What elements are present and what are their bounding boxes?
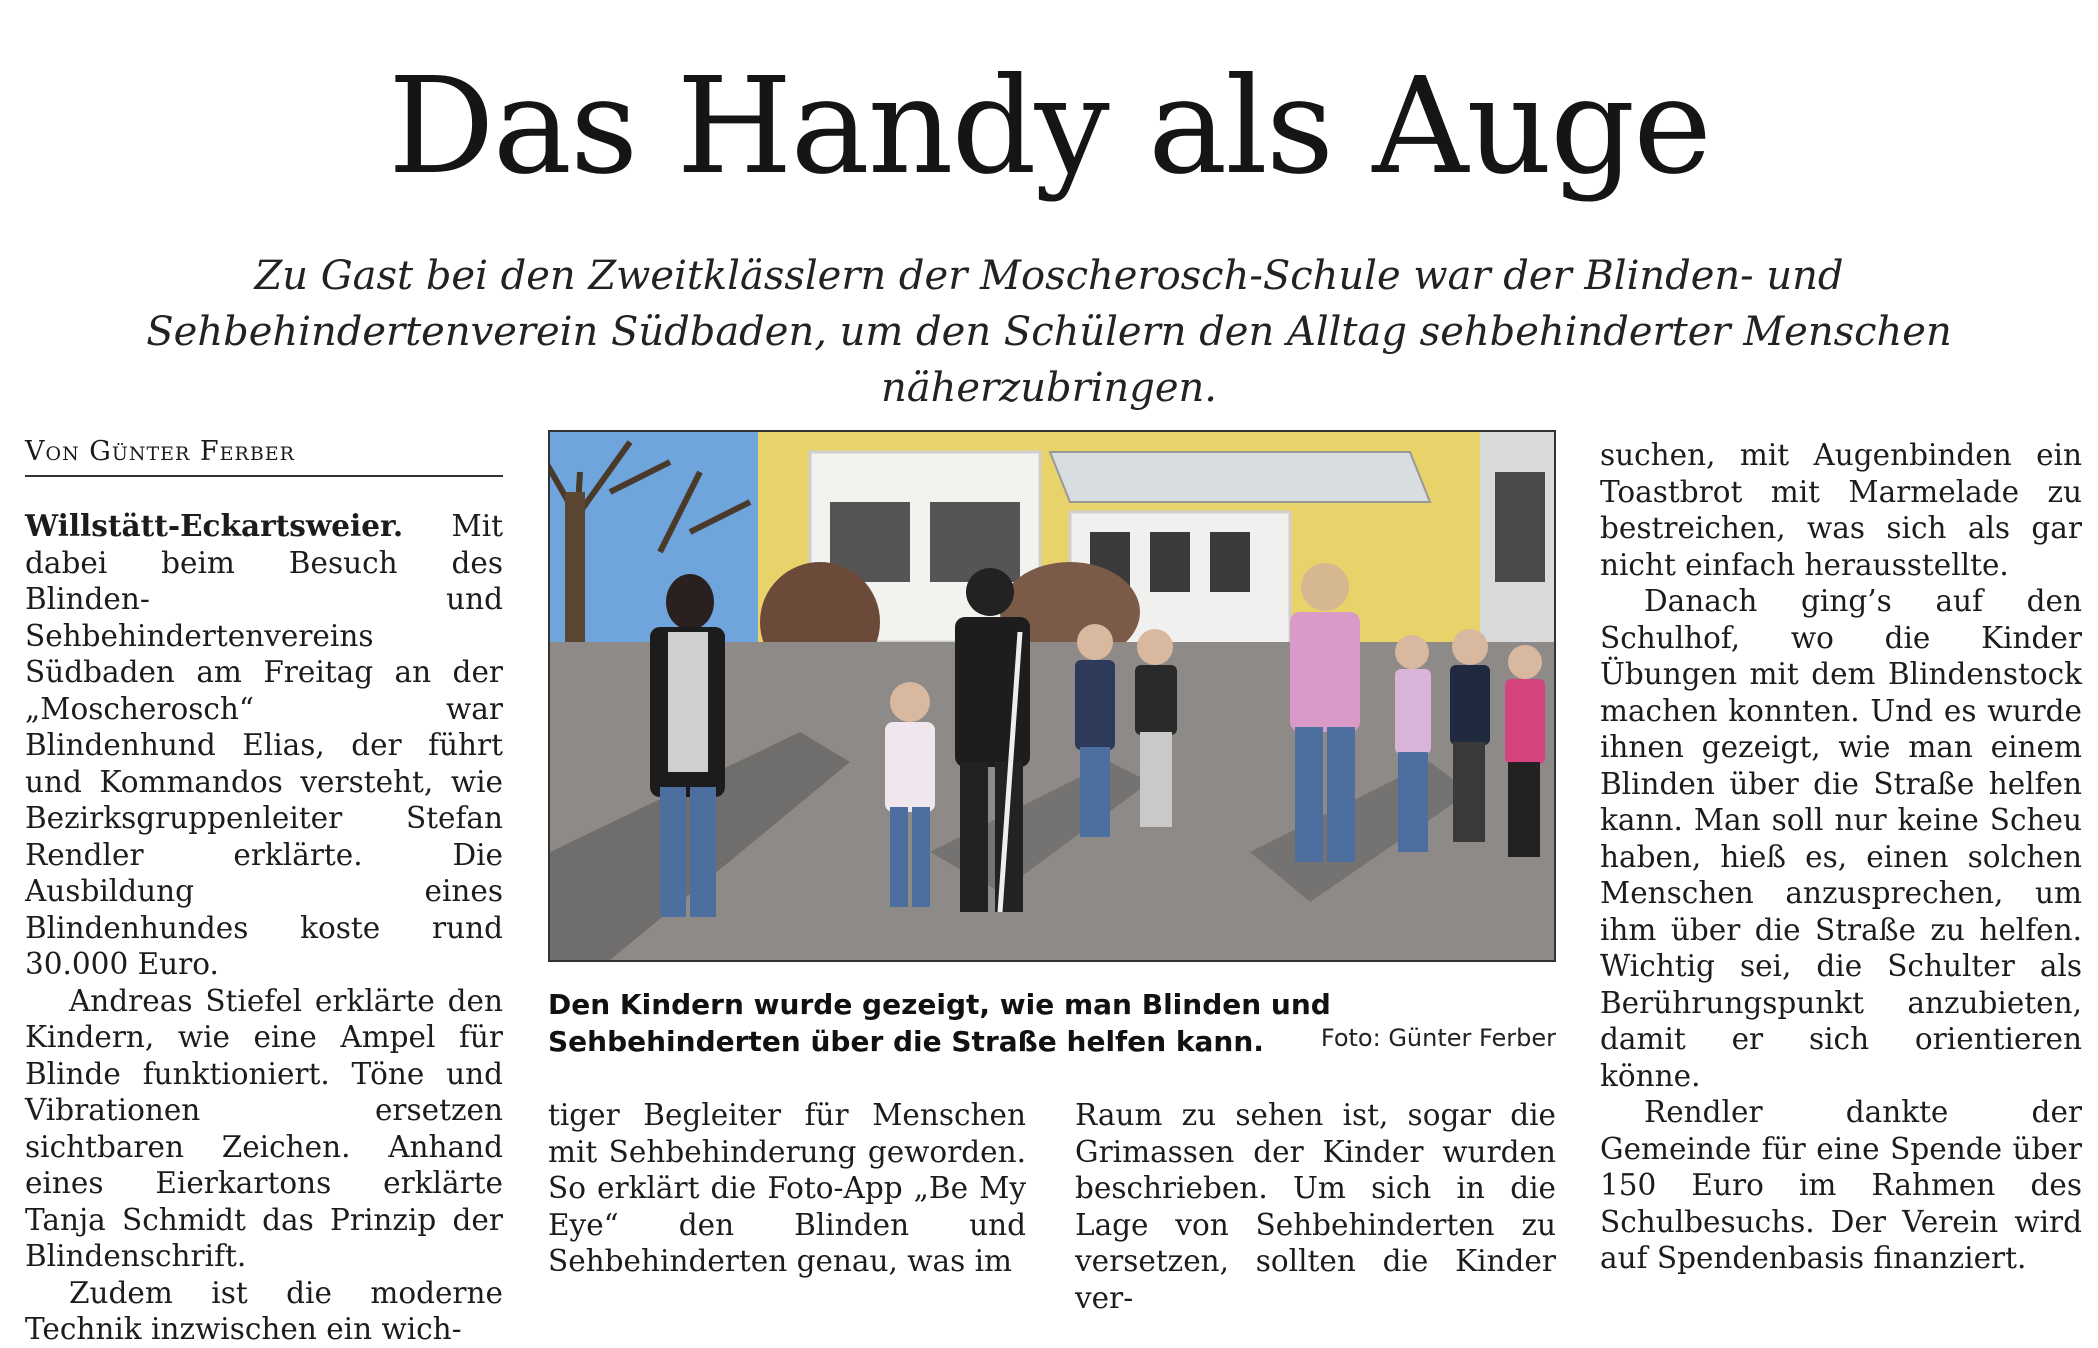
paragraph: suchen, mit Augenbinden ein Toastbrot mit Marmelade zu bestreichen, was sich als gar nicht einfach herausstellte. bbox=[1600, 438, 2082, 582]
paragraph: tiger Begleiter für Menschen mit Sehbehinderung geworden. So erklärt die Foto-App „Be My Eye“ den Blinden und Sehbehinderten genau, was im bbox=[548, 1098, 1026, 1278]
paragraph-text: Mit dabei beim Besuch des Blinden- und Sehbehindertenvereins Südbaden am Freitag an der „Moscherosch“ war Blindenhund Elias, der führt und Kommandos versteht, wie Bezirksgruppenleiter Stefan Rendler erklärte. Die Ausbildung eines Blindenhundes koste rund 30.000 Euro. bbox=[25, 509, 503, 981]
paragraph: Zudem ist die moderne Technik inzwischen ein wich- bbox=[25, 1275, 503, 1346]
column-3 bbox=[1075, 1097, 1556, 1316]
paragraph: Raum zu sehen ist, sogar die Grimassen der Kinder wurden beschrieben. Um sich in die Lage von Sehbehinderten zu versetzen, sollten die Kinder ver- bbox=[1075, 1098, 1556, 1315]
subheadline: Zu Gast bei den Zweitklässlern der Moscherosch-Schule war der Blinden- und Sehbehindertenverein Südbaden, um den Schülern den Alltag sehbehinderter Menschen näherzubringen. bbox=[146, 253, 1952, 411]
paragraph: Andreas Stiefel erklärte den Kindern, wie eine Ampel für Blinde funktioniert. Töne und Vibrationen ersetzen sichtbaren Zeichen. Anhand eines Eierkartons erklärte Tanja Schmidt das Prinzip der Blindenschrift. bbox=[25, 983, 503, 1273]
article-photo bbox=[548, 430, 1556, 962]
paragraph bbox=[25, 508, 503, 983]
column-1 bbox=[25, 508, 503, 1348]
column-2 bbox=[548, 1097, 1026, 1280]
paragraph: Rendler dankte der Gemeinde für eine Spende über 150 Euro im Rahmen des Schulbesuchs. Der Verein wird auf Spendenbasis finanziert. bbox=[1600, 1095, 2082, 1275]
photo-credit: Foto: Günter Ferber bbox=[1320, 1024, 1556, 1052]
paragraph: Danach ging’s auf den Schulhof, wo die Kinder Übungen mit dem Blindenstock machen konnten. Und es wurde ihnen gezeigt, wie man einem Blinden über die Straße helfen kann. Man soll nur keine Scheu haben, hieß es, einen solchen Menschen anzusprechen, um ihm über die Straße zu helfen. Wichtig sei, die Schulter als Berührungspunkt anzubieten, damit er sich orientieren könne. bbox=[1600, 584, 2082, 1093]
headline: Das Handy als Auge bbox=[388, 50, 1710, 204]
children-right bbox=[1395, 629, 1545, 857]
photo-caption: Den Kindern wurde gezeigt, wie man Blinden und Sehbehinderten über die Straße helfen kann. bbox=[548, 988, 1331, 1058]
schoolyard-photo bbox=[550, 432, 1554, 960]
byline: Von Günter Ferber bbox=[25, 436, 503, 477]
column-4 bbox=[1600, 437, 2082, 1277]
dateline: Willstätt-Eckartsweier. bbox=[25, 508, 404, 543]
